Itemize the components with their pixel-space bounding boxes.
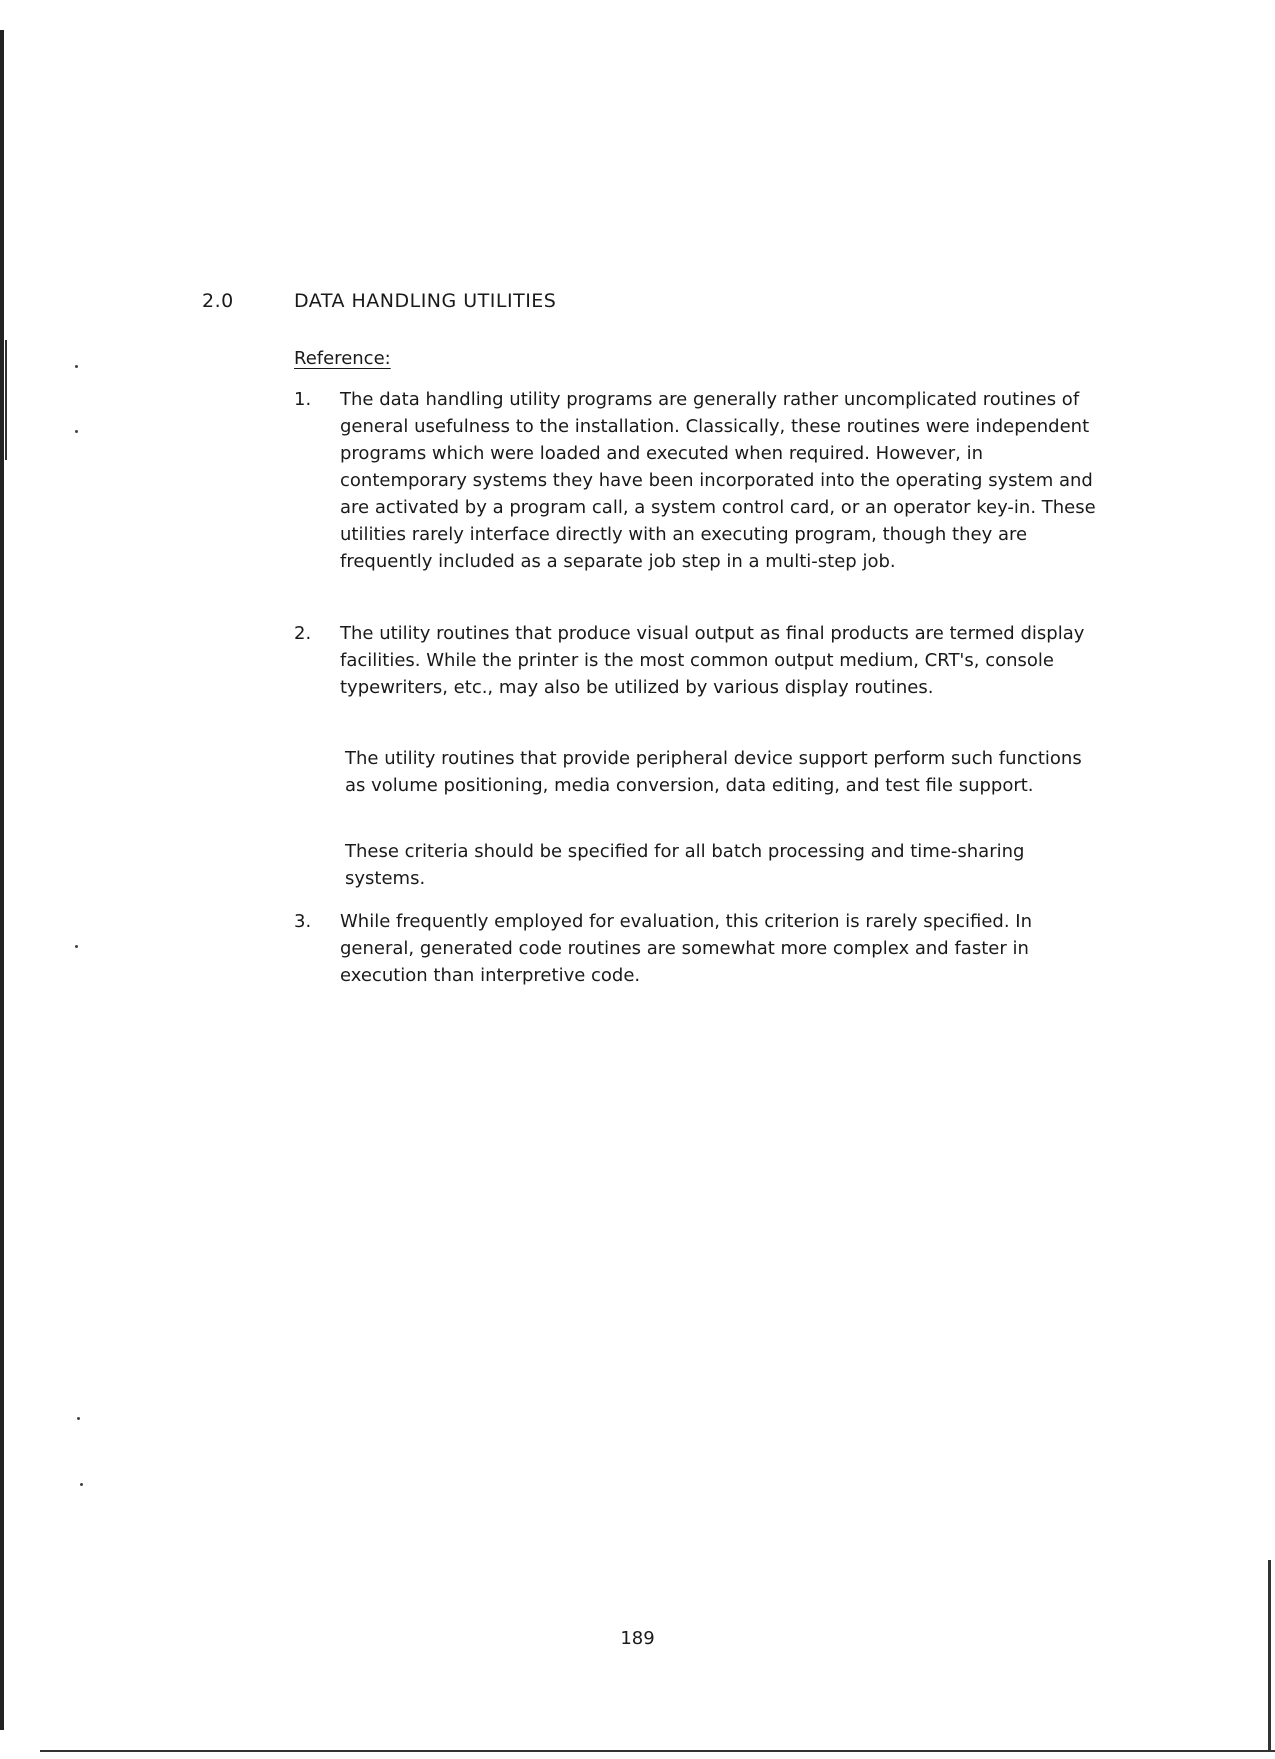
list-item-text: The data handling utility programs are generally rather uncomplicated routines of general usefulness to the installation. Classically, these routines were independent programs which were loaded and executed when required. However, in contemporary systems they have been incorporated into the operating system and are activated by a program call, a system control card, or an operator key-in. These utilities rarely interface directly with an executing program, though they are frequently included as a separate job step in a multi-step job.	[340, 389, 1096, 572]
list-marker: 1.	[294, 389, 312, 410]
scan-speck	[75, 365, 78, 368]
paragraph: These criteria should be specified for all batch processing and time-sharing systems.	[345, 841, 1025, 889]
section-heading	[202, 290, 556, 312]
section-title: DATA HANDLING UTILITIES	[294, 290, 557, 312]
scan-speck	[75, 430, 78, 433]
list-marker: 2.	[294, 623, 312, 644]
list-item	[294, 620, 1094, 701]
scan-left-edge	[0, 30, 4, 1730]
scan-speck	[80, 1483, 83, 1486]
scan-speck	[77, 1417, 80, 1420]
list-item	[294, 386, 1094, 575]
list-item-text: While frequently employed for evaluation, this criterion is rarely specified. In general, generated code routines are somewhat more complex and faster in execution than interpretive code.	[340, 911, 1032, 986]
reference-label: Reference:	[294, 348, 391, 369]
list-item	[294, 908, 1094, 989]
scan-left-mark	[5, 340, 7, 460]
scan-bottom-edge	[40, 1750, 1275, 1752]
section-number: 2.0	[202, 290, 234, 312]
scan-right-edge	[1268, 1560, 1271, 1752]
scan-speck	[75, 945, 78, 948]
page-number: 189	[620, 1628, 655, 1649]
paragraph: The utility routines that provide peripheral device support perform such functions as volume positioning, media conversion, data editing, and test file support.	[345, 748, 1082, 796]
list-item-text: The utility routines that produce visual output as final products are termed display facilities. While the printer is the most common output medium, CRT's, console typewriters, etc., may also be utilized by various display routines.	[340, 623, 1085, 698]
list-marker: 3.	[294, 911, 312, 932]
